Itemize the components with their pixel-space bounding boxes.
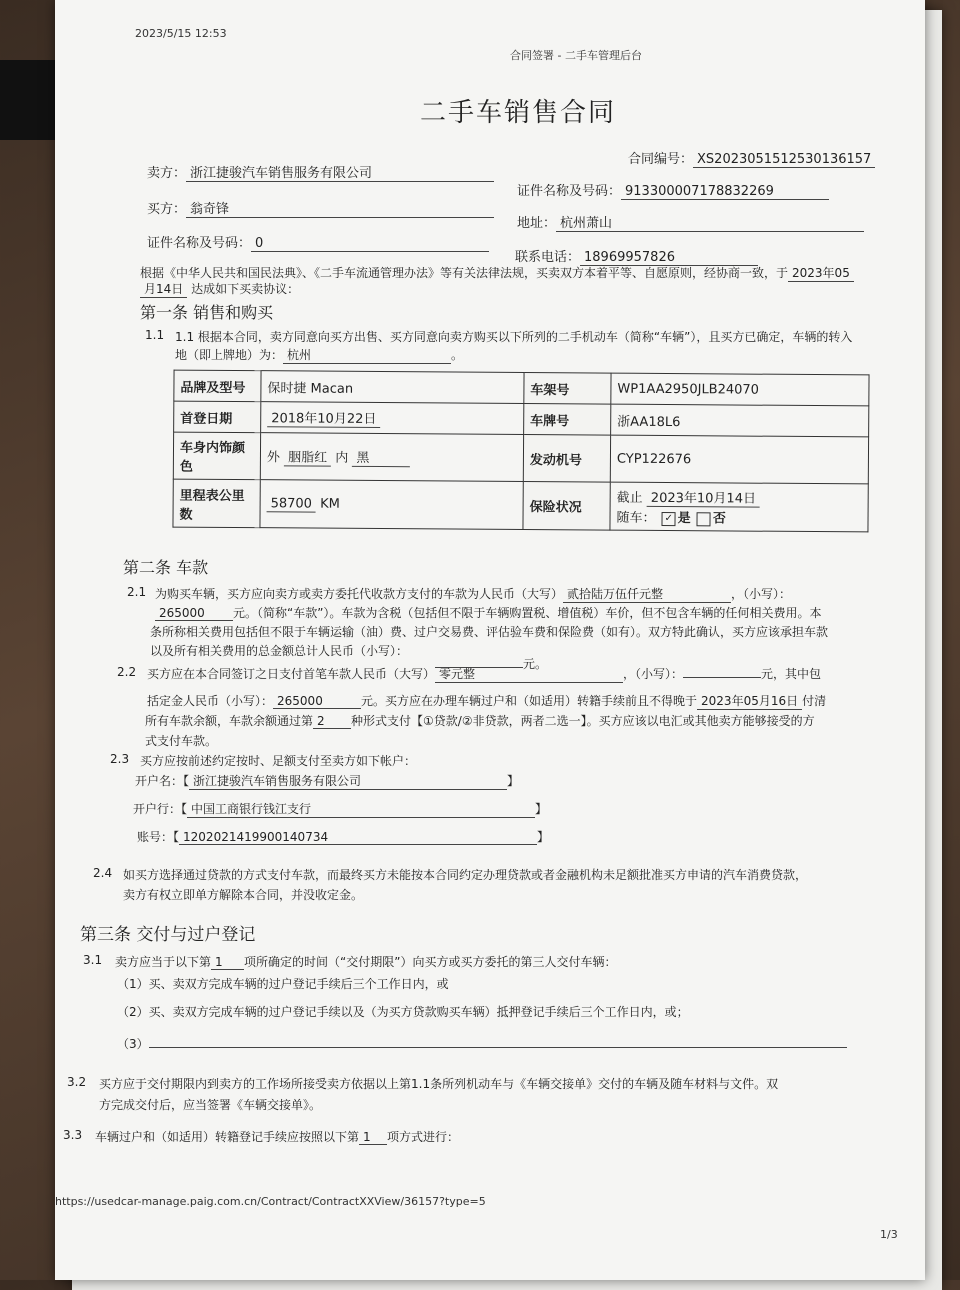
contract-page — [55, 0, 925, 1280]
brand-label: 品牌及型号 — [174, 370, 261, 402]
page-number: 1/3 — [880, 1228, 898, 1241]
intro-line-1: 根据《中华人民共和国民法典》、《二手车流通管理办法》等有关法律法规，买卖双方本着平等、自愿原则，经协商一致，于 2023年05 — [140, 264, 854, 282]
clause-3-2-line-2: 方完成交付后，应当签署《车辆交接单》。 — [99, 1098, 322, 1112]
clause-3-2-line-1: 买方应于交付期限内到卖方的工作场所接受卖方依据以上第1.1条所列机动车与《车辆交接单》交付的车辆及随车材料与文件。双 — [99, 1077, 779, 1091]
clause-2-2-line-3: 所有车款余额，车款余额通过第 2 种形式支付【①贷款/②非贷款，两者二选一】。买方应该以电汇或其他卖方能够接受的方 — [145, 714, 815, 728]
clause-2-3-line-1: 买方应按前述约定按时、足额支付至卖方如下帐户： — [140, 754, 417, 768]
reg-date-value: 2018年10月22日 — [261, 402, 524, 435]
article-1-heading: 第一条 销售和购买 — [140, 303, 274, 322]
clause-2-1-line-4: 以及所有相关费用的总金额总计人民币（小写）： — [150, 644, 409, 658]
account-name-line: 开户名：【 浙江捷骏汽车销售服务有限公司 】 — [135, 774, 520, 788]
clause-2-1-line-5: 元。 — [150, 655, 547, 672]
clause-3-1-number: 3.1 — [83, 953, 103, 967]
color-label: 车身内饰颜色 — [173, 432, 260, 480]
color-value: 外 胭脂红 内 黑 — [260, 433, 523, 482]
clause-2-1-line-1: 为购买车辆，买方应向卖方或卖方委托代收款方支付的车款为人民币（大写） 贰拾陆万伍仟元整 ，（小写）： — [155, 587, 792, 601]
clause-2-2-line-4: 式支付车款。 — [145, 734, 218, 748]
clause-1-1-line-2: 地（即上牌地）为： 杭州 。 — [175, 348, 464, 362]
insurance-label: 保险状况 — [523, 482, 610, 531]
buyer-id-field: 证件名称及号码： 0 — [147, 232, 489, 252]
clause-3-2-number: 3.2 — [67, 1075, 87, 1089]
document-title: 二手车销售合同 — [420, 98, 617, 128]
clause-2-1-line-3: 条所称相关费用包括但不限于车辆运输（油）费、过户交易费、评估验车费和保险费（如有）。双方特此确认，买方应该承担车款 — [150, 625, 829, 639]
clause-1-1-line-1: 1.1 根据本合同，卖方同意向买方出售、买方同意向卖方购买以下所列的二手机动车（简称“车辆”），且买方已确定，车辆的转入 — [175, 330, 853, 344]
clause-2-1-line-2: 265000 元。（简称“车款”）。车款为含税（包括但不限于车辆购置税、增值税）车价，但不包含车辆的任何相关费用。本 — [155, 604, 821, 621]
engine-value: CYP122676 — [610, 435, 868, 484]
clause-3-3-line-1: 车辆过户和（如适用）转籍登记手续应按照以下第 1 项方式进行： — [95, 1130, 460, 1144]
vin-label: 车架号 — [524, 373, 611, 405]
clause-3-1-option-2: （2）买、卖双方完成车辆的过户登记手续以及（为买方贷款购买车辆）抵押登记手续后三个工作日内，或； — [117, 1005, 689, 1019]
clause-2-4-line-2: 卖方有权立即单方解除本合同，并没收定金。 — [123, 888, 364, 902]
clause-3-1-line-1: 卖方应当于以下第 1 项所确定的时间（“交付期限”）向买方或买方委托的第三人交付车辆： — [115, 955, 617, 969]
contract-number: 合同编号： XS2023051512530136157 — [628, 148, 875, 168]
clause-3-1-option-3: （3） — [117, 1033, 847, 1052]
article-3-heading: 第三条 交付与过户登记 — [80, 925, 256, 945]
vehicle-info-table — [172, 370, 869, 533]
clause-2-4-line-1: 如买方选择通过贷款的方式支付车款，而最终买方未能按本合同约定办理贷款或者金融机构未足额批准买方申请的汽车消费贷款， — [123, 868, 808, 882]
vin-value: WP1AA2950JLB24070 — [611, 373, 869, 406]
account-number-line: 账号：【 1202021419900140734 】 — [137, 830, 550, 844]
address-field: 地址： 杭州萧山 — [517, 212, 864, 232]
clause-2-2-line-1: 买方应在本合同签订之日支付首笔车款人民币（大写） 零元整 ，（小写）： 元，其中包 — [147, 667, 822, 681]
phone-field: 联系电话： 18969957826 — [515, 246, 758, 266]
footer-url: https://usedcar-manage.paig.com.cn/Contract/ContractXXView/36157?type=5 — [55, 1195, 486, 1208]
insurance-value: 截止 2023年10月14日 随车： ✓ 是 否 — [610, 482, 868, 532]
clause-3-1-option-1: （1）买、卖双方完成车辆的过户登记手续后三个工作日内，或 — [117, 977, 449, 991]
brand-value: 保时捷 Macan — [261, 371, 524, 404]
engine-label: 发动机号 — [523, 435, 610, 483]
buyer-field: 买方： 翁奇锋 — [147, 198, 494, 218]
plate-value: 浙AA18L6 — [611, 404, 869, 437]
mileage-value: 58700 KM — [260, 480, 523, 530]
plate-label: 车牌号 — [524, 404, 611, 436]
clause-2-3-number: 2.3 — [110, 752, 130, 766]
article-2-heading: 第二条 车款 — [123, 558, 209, 577]
clause-3-3-number: 3.3 — [63, 1128, 83, 1142]
print-page-title: 合同签署 - 二手车管理后台 — [510, 49, 642, 62]
seller-field: 卖方： 浙江捷骏汽车销售服务有限公司 — [147, 162, 494, 182]
clause-2-4-number: 2.4 — [93, 866, 113, 880]
no-checkbox — [697, 512, 711, 526]
intro-line-2: 月14日 达成如下买卖协议： — [140, 280, 299, 298]
yes-checkbox: ✓ — [662, 511, 676, 525]
seller-id-field: 证件名称及号码： 913300007178832269 — [517, 180, 829, 200]
clause-2-1-number: 2.1 — [127, 585, 147, 599]
clause-2-2-number: 2.2 — [117, 665, 137, 679]
mileage-label: 里程表公里数 — [173, 479, 260, 528]
clause-2-2-line-2: 括定金人民币（小写）： 265000 元。买方应在办理车辆过户和（如适用）转籍手续前且不得晚于 2023年05月16日 付清 — [147, 694, 827, 708]
bank-line: 开户行：【 中国工商银行钱江支行 】 — [133, 802, 548, 816]
reg-date-label: 首登日期 — [174, 401, 261, 433]
clause-1-1-number: 1.1 — [145, 328, 165, 342]
print-timestamp: 2023/5/15 12:53 — [135, 27, 227, 40]
